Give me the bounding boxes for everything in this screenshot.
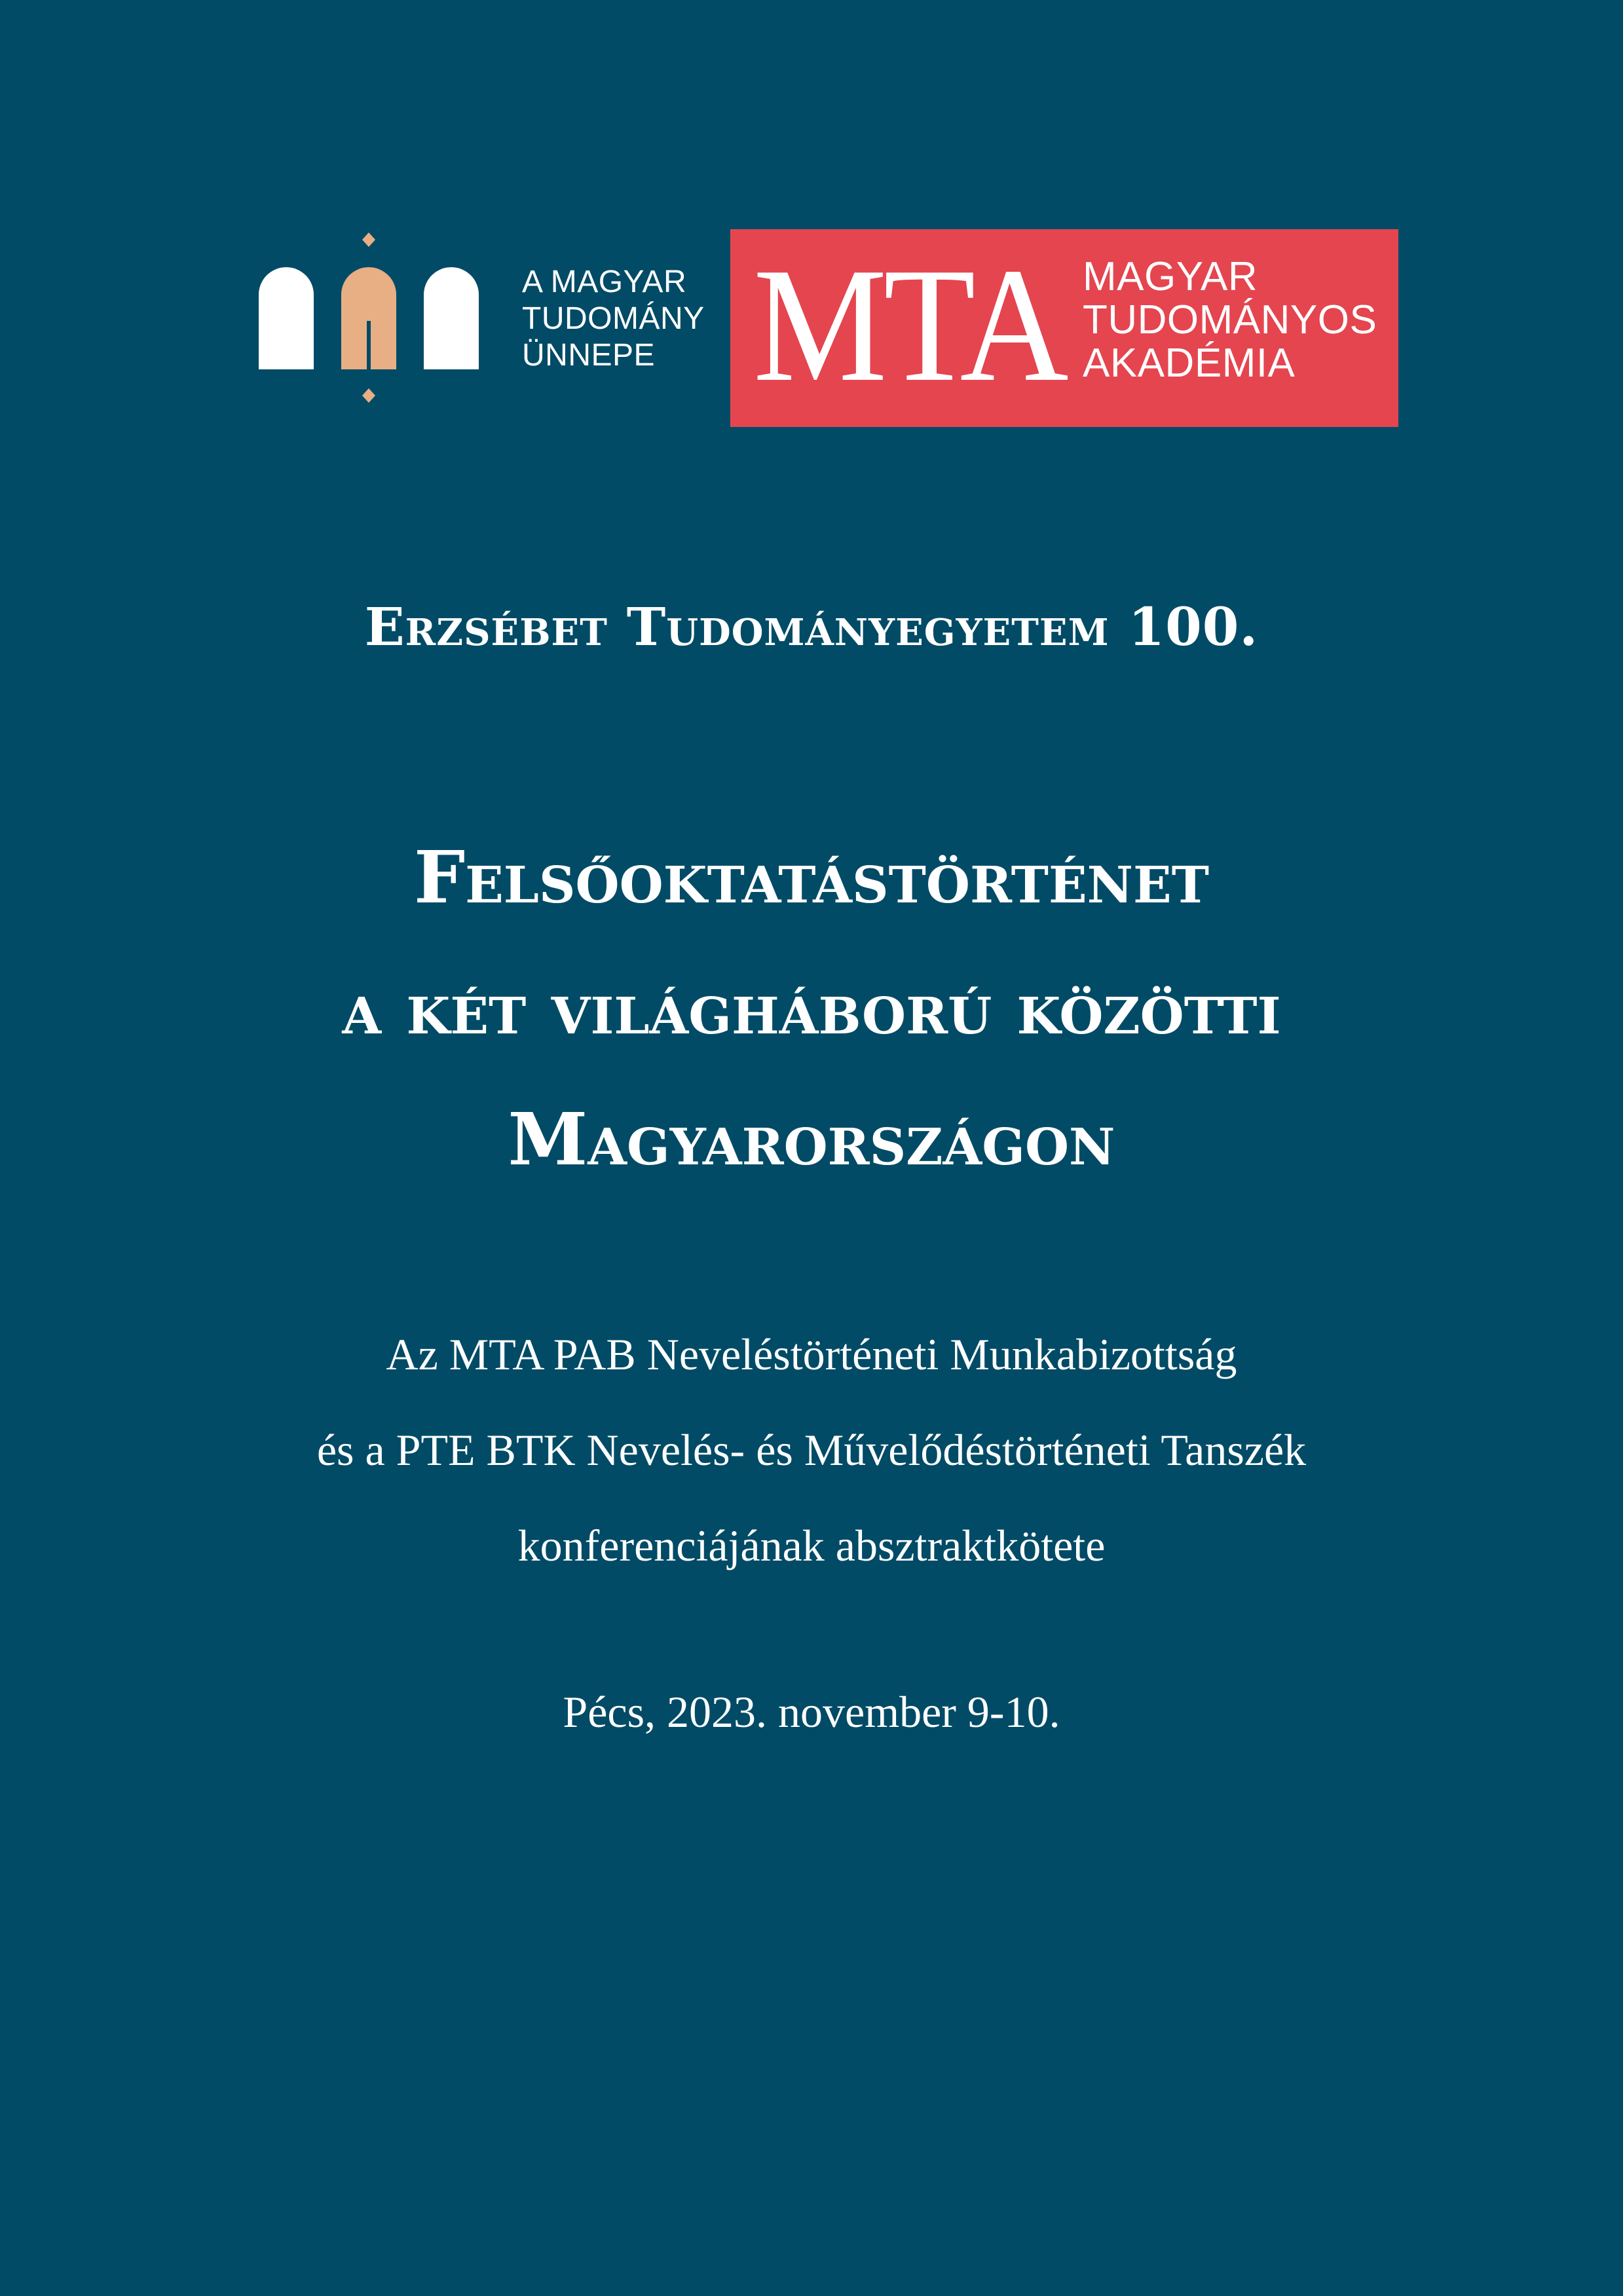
arches-icon	[259, 232, 481, 403]
mta-line-1: MAGYAR	[1083, 254, 1258, 299]
unnep-line-2: TUDOMÁNY	[522, 301, 705, 336]
place-date: Pécs, 2023. november 9-10.	[563, 1687, 1060, 1737]
description-line-3: konferenciájának absztraktkötete	[517, 1521, 1106, 1570]
mta-line-3: AKADÉMIA	[1083, 341, 1296, 386]
title-line-1: Felsőoktatástörténet	[413, 835, 1210, 919]
mta-line-2: TUDOMÁNYOS	[1083, 297, 1377, 343]
title-line-2: a két világháború közötti	[342, 966, 1281, 1050]
description	[0, 1306, 1623, 1593]
supertitle: Erzsébet Tudományegyetem 100.	[364, 596, 1259, 657]
page-title	[0, 812, 1623, 1205]
mta-logo-text	[1083, 255, 1377, 385]
mta-letters: MTA	[753, 234, 1066, 416]
magyar-tudomany-unnepe-logo	[259, 232, 717, 403]
description-line-1: Az MTA PAB Neveléstörténeti Munkabizottság	[386, 1329, 1237, 1379]
title-line-3: Magyarországon	[508, 1097, 1115, 1181]
description-line-2: és a PTE BTK Nevelés- és Művelődéstörténeti Tanszék	[316, 1425, 1307, 1475]
unnep-logo-text	[522, 264, 705, 374]
mta-logo	[730, 229, 1398, 427]
unnep-line-1: A MAGYAR	[522, 265, 687, 299]
unnep-line-3: ÜNNEPE	[522, 338, 656, 373]
